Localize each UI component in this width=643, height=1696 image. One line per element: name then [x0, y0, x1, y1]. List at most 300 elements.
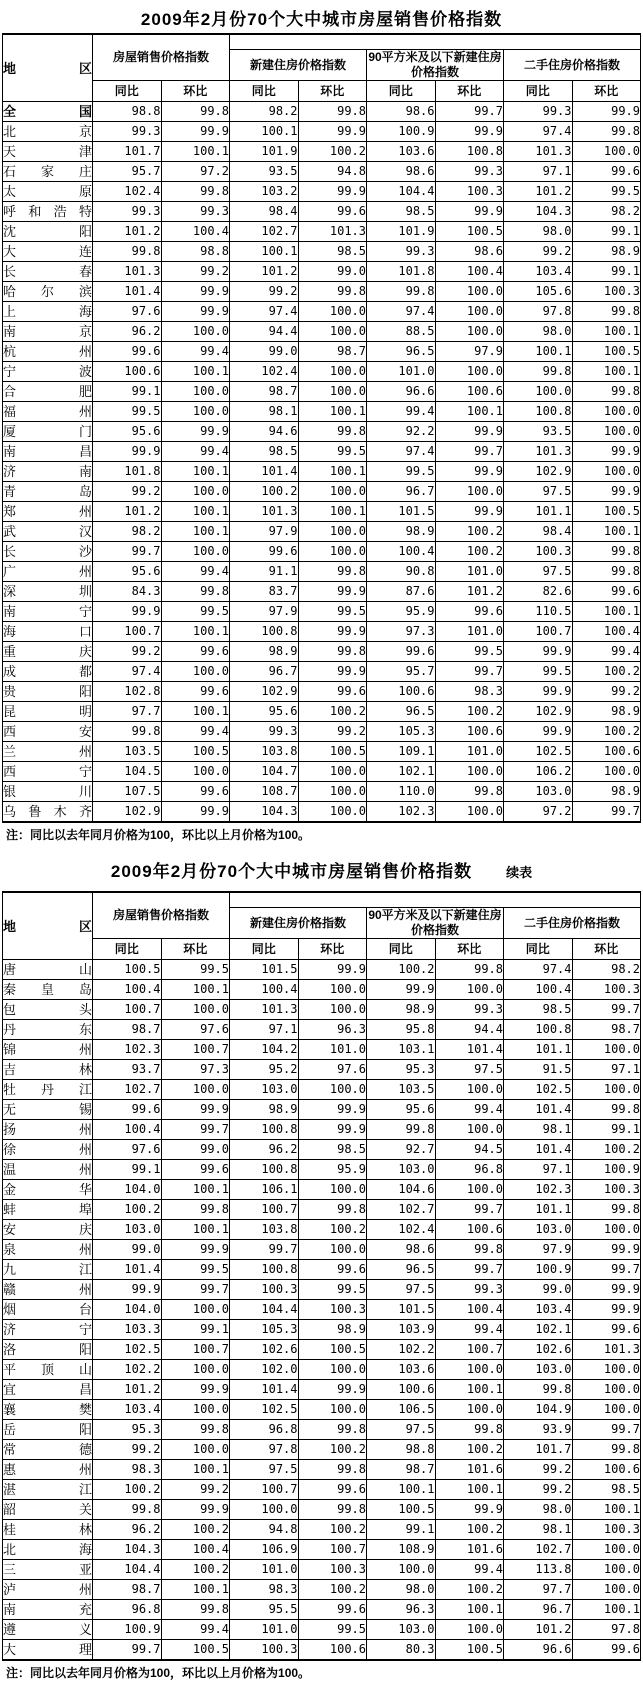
value-cell: 93.7 [93, 1060, 162, 1080]
value-cell: 99.3 [93, 202, 162, 222]
region-cell: 桂林 [3, 1520, 93, 1540]
value-cell: 100.3 [572, 980, 641, 1000]
value-cell: 100.3 [504, 542, 573, 562]
value-cell: 100.1 [572, 1600, 641, 1620]
value-cell: 99.9 [435, 422, 504, 442]
value-cell: 99.9 [572, 1300, 641, 1320]
value-cell: 99.9 [572, 1240, 641, 1260]
table-row [3, 142, 641, 162]
value-cell: 101.0 [230, 1560, 299, 1580]
value-cell: 102.0 [230, 1360, 299, 1380]
value-cell: 99.9 [161, 1500, 230, 1520]
value-cell: 101.1 [504, 1200, 573, 1220]
value-cell: 98.9 [298, 1320, 367, 1340]
value-cell: 100.0 [298, 1080, 367, 1100]
value-cell: 99.3 [435, 1280, 504, 1300]
value-cell: 104.3 [93, 1540, 162, 1560]
value-cell: 110.5 [504, 602, 573, 622]
region-cell: 岳阳 [3, 1420, 93, 1440]
value-cell: 99.5 [504, 662, 573, 682]
header-mom: 环比 [572, 939, 641, 960]
value-cell: 100.0 [298, 302, 367, 322]
value-cell: 99.9 [161, 282, 230, 302]
value-cell: 102.4 [367, 1220, 436, 1240]
value-cell: 99.8 [504, 1380, 573, 1400]
value-cell: 100.0 [298, 1180, 367, 1200]
value-cell: 92.2 [367, 422, 436, 442]
value-cell: 96.5 [367, 1260, 436, 1280]
value-cell: 99.0 [230, 342, 299, 362]
value-cell: 97.8 [504, 302, 573, 322]
value-cell: 97.7 [93, 702, 162, 722]
value-cell: 103.1 [367, 1040, 436, 1060]
value-cell: 100.3 [298, 1560, 367, 1580]
value-cell: 100.4 [161, 1540, 230, 1560]
table-row [3, 1240, 641, 1260]
value-cell: 93.9 [504, 1420, 573, 1440]
region-cell: 烟台 [3, 1300, 93, 1320]
value-cell: 98.6 [367, 1240, 436, 1260]
value-cell: 95.6 [367, 1100, 436, 1120]
value-cell: 100.6 [298, 1640, 367, 1661]
table-row [3, 482, 641, 502]
value-cell: 100.0 [572, 1080, 641, 1100]
value-cell: 103.4 [504, 1300, 573, 1320]
value-cell: 100.7 [230, 1480, 299, 1500]
value-cell: 100.0 [298, 1240, 367, 1260]
table-row [3, 1320, 641, 1340]
region-cell: 深圳 [3, 582, 93, 602]
value-cell: 99.7 [435, 662, 504, 682]
value-cell: 95.2 [230, 1060, 299, 1080]
value-cell: 99.4 [572, 642, 641, 662]
value-cell: 100.7 [298, 1540, 367, 1560]
value-cell: 100.0 [435, 762, 504, 782]
value-cell: 99.9 [298, 122, 367, 142]
value-cell: 100.0 [161, 1300, 230, 1320]
value-cell: 99.8 [572, 1200, 641, 1220]
table-row [3, 302, 641, 322]
value-cell: 95.6 [93, 562, 162, 582]
header-group-under-90sqm: 90平方米及以下新建住房价格指数 [368, 50, 502, 79]
value-cell: 99.7 [572, 1000, 641, 1020]
region-cell: 厦门 [3, 422, 93, 442]
value-cell: 100.1 [230, 242, 299, 262]
value-cell: 101.4 [93, 282, 162, 302]
header-spacer [230, 892, 641, 908]
value-cell: 100.1 [161, 702, 230, 722]
value-cell: 98.9 [367, 522, 436, 542]
table-row [3, 1380, 641, 1400]
value-cell: 101.0 [435, 622, 504, 642]
region-cell: 南京 [3, 322, 93, 342]
value-cell: 95.3 [367, 1060, 436, 1080]
region-cell: 郑州 [3, 502, 93, 522]
value-cell: 99.9 [298, 662, 367, 682]
value-cell: 100.0 [298, 782, 367, 802]
value-cell: 99.7 [572, 1260, 641, 1280]
value-cell: 99.9 [298, 1380, 367, 1400]
table-row [3, 402, 641, 422]
value-cell: 94.8 [230, 1520, 299, 1540]
value-cell: 100.5 [435, 1640, 504, 1661]
value-cell: 100.0 [435, 302, 504, 322]
value-cell: 106.1 [230, 1180, 299, 1200]
value-cell: 98.8 [161, 242, 230, 262]
value-cell: 100.0 [572, 422, 641, 442]
value-cell: 100.7 [504, 622, 573, 642]
value-cell: 99.9 [161, 802, 230, 823]
value-cell: 99.9 [298, 960, 367, 980]
value-cell: 99.9 [161, 1240, 230, 1260]
value-cell: 100.1 [161, 1460, 230, 1480]
value-cell: 99.4 [435, 1100, 504, 1120]
value-cell: 98.5 [230, 442, 299, 462]
value-cell: 99.2 [93, 1440, 162, 1460]
table-row [3, 1080, 641, 1100]
region-cell: 平顶山 [3, 1360, 93, 1380]
region-cell: 徐州 [3, 1140, 93, 1160]
value-cell: 97.4 [93, 662, 162, 682]
table-row [3, 462, 641, 482]
value-cell: 99.3 [435, 162, 504, 182]
table-section-1 [0, 9, 643, 843]
header-mom: 环比 [161, 939, 230, 960]
value-cell: 99.5 [161, 960, 230, 980]
value-cell: 99.8 [298, 642, 367, 662]
value-cell: 100.2 [161, 1560, 230, 1580]
value-cell: 99.8 [161, 582, 230, 602]
value-cell: 96.8 [230, 1420, 299, 1440]
value-cell: 103.8 [230, 742, 299, 762]
value-cell: 99.7 [93, 1640, 162, 1661]
title-text: 2009年2月份70个大中城市房屋销售价格指数 [110, 862, 473, 881]
value-cell: 101.2 [93, 502, 162, 522]
region-cell: 泉州 [3, 1240, 93, 1260]
value-cell: 96.3 [367, 1600, 436, 1620]
value-cell: 99.9 [93, 602, 162, 622]
value-cell: 100.1 [161, 1220, 230, 1240]
value-cell: 100.0 [298, 362, 367, 382]
value-cell: 100.5 [161, 1640, 230, 1661]
value-cell: 100.7 [435, 1340, 504, 1360]
value-cell: 100.2 [298, 1520, 367, 1540]
value-cell: 99.5 [93, 402, 162, 422]
region-cell: 惠州 [3, 1460, 93, 1480]
value-cell: 100.0 [572, 1580, 641, 1600]
value-cell: 97.3 [367, 622, 436, 642]
value-cell: 100.1 [161, 622, 230, 642]
table-title-1 [0, 9, 643, 30]
value-cell: 100.9 [572, 1160, 641, 1180]
value-cell: 100.0 [298, 762, 367, 782]
value-cell: 102.7 [230, 222, 299, 242]
table-row [3, 342, 641, 362]
value-cell: 102.6 [504, 1340, 573, 1360]
value-cell: 99.4 [161, 342, 230, 362]
value-cell: 99.6 [572, 162, 641, 182]
value-cell: 99.8 [298, 1420, 367, 1440]
header-yoy: 同比 [504, 939, 573, 960]
region-cell: 广州 [3, 562, 93, 582]
value-cell: 97.5 [230, 1460, 299, 1480]
value-cell: 100.1 [298, 502, 367, 522]
value-cell: 99.2 [230, 282, 299, 302]
table-row [3, 1120, 641, 1140]
header-group-secondhand: 二手住房价格指数 [504, 50, 641, 81]
value-cell: 100.5 [572, 502, 641, 522]
value-cell: 100.2 [93, 1480, 162, 1500]
value-cell: 99.8 [161, 182, 230, 202]
region-cell: 天津 [3, 142, 93, 162]
value-cell: 100.0 [572, 762, 641, 782]
value-cell: 101.2 [435, 582, 504, 602]
value-cell: 101.2 [93, 1380, 162, 1400]
value-cell: 101.4 [93, 1260, 162, 1280]
table-row [3, 422, 641, 442]
value-cell: 101.4 [230, 462, 299, 482]
value-cell: 100.1 [435, 402, 504, 422]
value-cell: 99.9 [161, 1100, 230, 1120]
value-cell: 100.1 [230, 122, 299, 142]
value-cell: 100.7 [93, 622, 162, 642]
table-row [3, 182, 641, 202]
region-cell: 吉林 [3, 1060, 93, 1080]
value-cell: 101.3 [572, 1340, 641, 1360]
value-cell: 103.2 [230, 182, 299, 202]
region-cell: 乌鲁木齐 [3, 802, 93, 823]
value-cell: 100.0 [161, 1080, 230, 1100]
value-cell: 99.4 [435, 1560, 504, 1580]
table-row [3, 582, 641, 602]
value-cell: 104.2 [230, 1040, 299, 1060]
value-cell: 113.8 [504, 1560, 573, 1580]
value-cell: 94.5 [435, 1140, 504, 1160]
value-cell: 102.5 [93, 1340, 162, 1360]
value-cell: 94.6 [230, 422, 299, 442]
value-cell: 100.8 [504, 402, 573, 422]
value-cell: 100.0 [298, 1000, 367, 1020]
table-row [3, 1220, 641, 1240]
value-cell: 99.1 [367, 1520, 436, 1540]
value-cell: 99.1 [161, 1320, 230, 1340]
table-title-2 [0, 861, 643, 883]
value-cell: 103.6 [367, 1360, 436, 1380]
value-cell: 99.8 [161, 1420, 230, 1440]
value-cell: 98.1 [230, 402, 299, 422]
value-cell: 96.6 [367, 382, 436, 402]
value-cell: 101.5 [367, 1300, 436, 1320]
value-cell: 99.8 [504, 362, 573, 382]
value-cell: 95.9 [298, 1160, 367, 1180]
value-cell: 100.0 [435, 1180, 504, 1200]
value-cell: 91.5 [504, 1060, 573, 1080]
value-cell: 100.1 [504, 342, 573, 362]
table-row [3, 122, 641, 142]
value-cell: 101.1 [504, 1040, 573, 1060]
value-cell: 99.9 [93, 1280, 162, 1300]
region-cell: 银川 [3, 782, 93, 802]
value-cell: 102.3 [367, 802, 436, 823]
value-cell: 100.2 [572, 1140, 641, 1160]
value-cell: 95.6 [93, 422, 162, 442]
value-cell: 100.0 [572, 1380, 641, 1400]
region-cell: 石家庄 [3, 162, 93, 182]
value-cell: 100.4 [230, 980, 299, 1000]
value-cell: 103.6 [367, 142, 436, 162]
value-cell: 100.2 [230, 482, 299, 502]
value-cell: 82.6 [504, 582, 573, 602]
value-cell: 95.9 [367, 602, 436, 622]
value-cell: 100.2 [435, 542, 504, 562]
value-cell: 100.3 [435, 182, 504, 202]
value-cell: 99.1 [572, 1120, 641, 1140]
value-cell: 100.0 [435, 980, 504, 1000]
table-row [3, 282, 641, 302]
value-cell: 101.0 [367, 362, 436, 382]
table-row [3, 1360, 641, 1380]
value-cell: 97.4 [367, 302, 436, 322]
value-cell: 97.9 [230, 602, 299, 622]
value-cell: 99.3 [367, 242, 436, 262]
value-cell: 99.2 [93, 642, 162, 662]
value-cell: 100.0 [435, 1080, 504, 1100]
value-cell: 98.4 [504, 522, 573, 542]
value-cell: 99.8 [572, 122, 641, 142]
value-cell: 99.7 [572, 1420, 641, 1440]
value-cell: 100.1 [161, 1180, 230, 1200]
header-mom: 环比 [298, 939, 367, 960]
value-cell: 99.8 [93, 1500, 162, 1520]
value-cell: 100.6 [367, 682, 436, 702]
price-index-table-2 [2, 891, 641, 1661]
value-cell: 99.9 [435, 1500, 504, 1520]
value-cell: 99.6 [435, 602, 504, 622]
value-cell: 97.4 [504, 122, 573, 142]
value-cell: 100.0 [298, 382, 367, 402]
value-cell: 104.0 [93, 1300, 162, 1320]
table-row [3, 322, 641, 342]
value-cell: 97.6 [93, 1140, 162, 1160]
value-cell: 100.1 [161, 502, 230, 522]
region-cell: 扬州 [3, 1120, 93, 1140]
value-cell: 101.4 [504, 1140, 573, 1160]
value-cell: 98.4 [230, 202, 299, 222]
value-cell: 100.2 [367, 960, 436, 980]
table-row [3, 1420, 641, 1440]
value-cell: 100.1 [298, 462, 367, 482]
value-cell: 100.0 [161, 542, 230, 562]
value-cell: 100.1 [161, 980, 230, 1000]
value-cell: 98.3 [435, 682, 504, 702]
value-cell: 98.1 [504, 1120, 573, 1140]
value-cell: 99.3 [93, 122, 162, 142]
value-cell: 99.6 [93, 342, 162, 362]
value-cell: 104.4 [367, 182, 436, 202]
header-group-secondhand: 二手住房价格指数 [504, 908, 641, 939]
value-cell: 99.6 [572, 1320, 641, 1340]
value-cell: 107.5 [93, 782, 162, 802]
value-cell: 90.8 [367, 562, 436, 582]
table-section-2 [0, 861, 643, 1681]
value-cell: 99.5 [572, 182, 641, 202]
region-cell: 宜昌 [3, 1380, 93, 1400]
table-row [3, 202, 641, 222]
value-cell: 97.3 [161, 1060, 230, 1080]
value-cell: 100.7 [93, 1000, 162, 1020]
value-cell: 102.1 [504, 1320, 573, 1340]
value-cell: 99.4 [161, 722, 230, 742]
value-cell: 99.8 [93, 242, 162, 262]
value-cell: 99.1 [572, 262, 641, 282]
value-cell: 106.5 [367, 1400, 436, 1420]
region-cell: 唐山 [3, 960, 93, 980]
value-cell: 100.8 [504, 1020, 573, 1040]
value-cell: 105.3 [367, 722, 436, 742]
value-cell: 100.0 [435, 1360, 504, 1380]
value-cell: 101.9 [230, 142, 299, 162]
value-cell: 100.0 [435, 1120, 504, 1140]
value-cell: 99.8 [298, 102, 367, 122]
region-cell: 长沙 [3, 542, 93, 562]
value-cell: 97.9 [504, 1240, 573, 1260]
value-cell: 99.7 [435, 1200, 504, 1220]
header-yoy: 同比 [230, 939, 299, 960]
value-cell: 99.9 [298, 1120, 367, 1140]
value-cell: 101.5 [230, 960, 299, 980]
value-cell: 104.7 [230, 762, 299, 782]
header-spacer [230, 34, 641, 50]
table-row [3, 262, 641, 282]
region-cell: 九江 [3, 1260, 93, 1280]
value-cell: 94.4 [435, 1020, 504, 1040]
value-cell: 99.5 [298, 442, 367, 462]
value-cell: 100.1 [572, 602, 641, 622]
header-yoy: 同比 [367, 81, 436, 102]
value-cell: 100.3 [572, 282, 641, 302]
value-cell: 99.5 [298, 1620, 367, 1640]
value-cell: 100.0 [572, 1360, 641, 1380]
header-yoy: 同比 [230, 81, 299, 102]
value-cell: 100.2 [572, 722, 641, 742]
value-cell: 103.9 [367, 1320, 436, 1340]
value-cell: 100.0 [298, 542, 367, 562]
value-cell: 100.2 [93, 1200, 162, 1220]
value-cell: 99.8 [572, 542, 641, 562]
value-cell: 102.9 [504, 462, 573, 482]
value-cell: 97.5 [504, 482, 573, 502]
value-cell: 95.8 [367, 1020, 436, 1040]
region-cell: 牡丹江 [3, 1080, 93, 1100]
value-cell: 100.0 [572, 1560, 641, 1580]
region-cell: 北京 [3, 122, 93, 142]
value-cell: 84.3 [93, 582, 162, 602]
value-cell: 102.1 [367, 762, 436, 782]
value-cell: 99.2 [504, 242, 573, 262]
value-cell: 99.3 [504, 102, 573, 122]
value-cell: 98.5 [367, 202, 436, 222]
table-row [3, 542, 641, 562]
value-cell: 99.2 [504, 1460, 573, 1480]
region-cell: 秦皇岛 [3, 980, 93, 1000]
value-cell: 102.5 [504, 742, 573, 762]
value-cell: 98.6 [367, 162, 436, 182]
region-cell: 北海 [3, 1540, 93, 1560]
region-cell: 锦州 [3, 1040, 93, 1060]
value-cell: 99.0 [161, 1140, 230, 1160]
value-cell: 97.6 [161, 1020, 230, 1040]
table-row [3, 662, 641, 682]
